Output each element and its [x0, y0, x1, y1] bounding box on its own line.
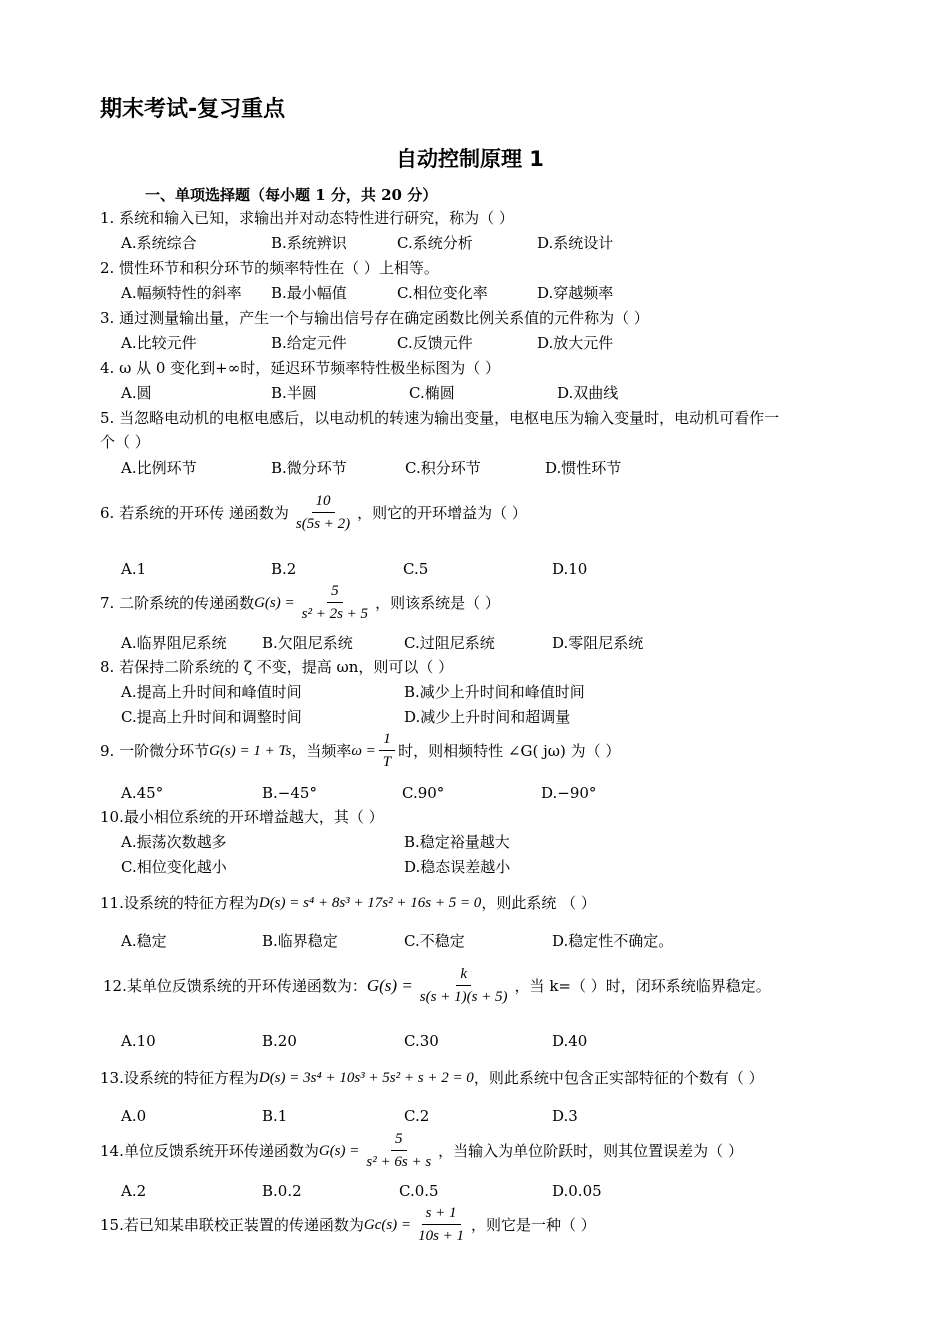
q1-option-c: C.系统分析 [397, 234, 473, 252]
q6-numerator: 10 [312, 492, 335, 513]
section-heading: 一、单项选择题（每小题 1 分，共 20 分） [145, 186, 438, 204]
q9-text-mid: ，当频率 [291, 741, 352, 760]
question-15 [100, 1204, 596, 1245]
q12-option-d: D.40 [552, 1032, 588, 1050]
q4-option-a: A.圆 [121, 384, 152, 402]
q1-option-b: B.系统辨识 [271, 234, 347, 252]
q5-option-c: C.积分环节 [405, 459, 481, 477]
q7-option-a: A.临界阻尼系统 [121, 634, 227, 652]
q14-option-d: D.0.05 [552, 1182, 602, 1200]
question-2: 2. 惯性环节和积分环节的频率特性在（ ）上相等。 [100, 259, 439, 277]
question-9 [100, 730, 620, 771]
q10-option-d: D.稳态误差越小 [404, 858, 511, 876]
q9-option-a: A.45° [121, 784, 164, 802]
q9-numerator: 1 [379, 730, 395, 751]
q13-option-d: D.3 [552, 1107, 578, 1125]
q9-frequency-fraction [379, 730, 395, 771]
q6-transfer-function [292, 492, 354, 533]
q12-option-c: C.30 [404, 1032, 439, 1050]
question-14 [100, 1130, 743, 1171]
q8-option-b: B.减少上升时间和峰值时间 [404, 683, 585, 701]
q11-option-a: A.稳定 [121, 932, 167, 950]
document-subtitle: 自动控制原理 1 [396, 147, 544, 171]
q11-text-pre: 11.设系统的特征方程为 [100, 894, 259, 912]
question-1: 1. 系统和输入已知，求输出并对动态特性进行研究，称为（ ） [100, 209, 514, 227]
q11-characteristic-equation: D(s) = s⁴ + 8s³ + 17s² + 16s + 5 = 0 [258, 895, 482, 911]
q13-option-a: A.0 [121, 1107, 147, 1125]
q9-denominator: T [382, 754, 392, 770]
question-3: 3. 通过测量输出量，产生一个与输出信号存在确定函数比例关系值的元件称为（ ） [100, 309, 649, 327]
q7-text-post: ，则该系统是（ ） [375, 593, 500, 612]
q8-option-c: C.提高上升时间和调整时间 [121, 708, 302, 726]
q10-option-c: C.相位变化越小 [121, 858, 227, 876]
q12-option-b: B.20 [262, 1032, 297, 1050]
question-11 [100, 892, 596, 913]
q9-text-pre: 9. 一阶微分环节 [100, 741, 210, 760]
q14-option-a: A.2 [121, 1182, 147, 1200]
q6-text-post: ，则它的开环增益为（ ） [357, 503, 527, 522]
q2-option-a: A.幅频特性的斜率 [121, 284, 242, 302]
q7-lhs: G(s) = [254, 594, 295, 611]
question-4: 4. ω 从 0 变化到+∞时，延迟环节频率特性极坐标图为（ ） [100, 359, 500, 377]
q2-option-c: C.相位变化率 [397, 284, 488, 302]
q7-option-d: D.零阻尼系统 [552, 634, 644, 652]
q7-option-c: C.过阻尼系统 [404, 634, 495, 652]
question-12 [103, 965, 771, 1006]
q4-option-c: C.椭圆 [409, 384, 455, 402]
q14-denominator: s² + 6s + s [366, 1154, 432, 1170]
q6-option-c: C.5 [403, 560, 429, 578]
q10-option-a: A.振荡次数越多 [121, 833, 227, 851]
question-6 [100, 492, 527, 533]
q2-option-b: B.最小幅值 [271, 284, 347, 302]
q9-lhs: ω = [351, 742, 376, 759]
q6-option-d: D.10 [552, 560, 588, 578]
q11-text-post: ，则此系统 （ ） [481, 894, 596, 912]
q9-text-post: 时，则相频特性 ∠G( jω) 为（ ） [398, 741, 621, 760]
q14-option-b: B.0.2 [262, 1182, 302, 1200]
q12-denominator: s(s + 1)(s + 5) [419, 989, 508, 1005]
q14-text-pre: 14.单位反馈系统开环传递函数为 [100, 1141, 319, 1160]
q14-text-post: ，当输入为单位阶跃时，则其位置误差为（ ） [438, 1141, 743, 1160]
q12-numerator: k [456, 965, 471, 986]
q11-option-c: C.不稳定 [404, 932, 465, 950]
q9-option-d: D.−90° [541, 784, 597, 802]
q11-option-b: B.临界稳定 [262, 932, 338, 950]
q1-option-d: D.系统设计 [537, 234, 614, 252]
q1-option-a: A.系统综合 [121, 234, 197, 252]
q3-option-c: C.反馈元件 [397, 334, 473, 352]
q12-transfer-function [416, 965, 512, 1006]
q14-option-c: C.0.5 [399, 1182, 439, 1200]
q13-characteristic-equation: D(s) = 3s⁴ + 10s³ + 5s² + s + 2 = 0 [258, 1070, 474, 1086]
q9-expression: G(s) = 1 + Ts [209, 742, 292, 759]
q9-option-b: B.−45° [262, 784, 317, 802]
q13-option-b: B.1 [262, 1107, 288, 1125]
q9-option-c: C.90° [402, 784, 445, 802]
q6-text-pre: 6. 若系统的开环传 递函数为 [100, 503, 289, 522]
q12-text-post: ，当 k=（ ）时，闭环系统临界稳定。 [514, 976, 771, 995]
q6-denominator: s(5s + 2) [295, 516, 351, 532]
q15-text-post: ，则它是一种（ ） [471, 1215, 596, 1234]
q12-lhs: G(s) = [366, 975, 413, 995]
q6-option-a: A.1 [121, 560, 147, 578]
question-5-line-2: 个（ ） [100, 433, 150, 451]
q12-text-pre: 12.某单位反馈系统的开环传递函数为： [103, 976, 367, 995]
q7-text-pre: 7. 二阶系统的传递函数 [100, 593, 255, 612]
q5-option-b: B.微分环节 [271, 459, 347, 477]
q10-option-b: B.稳定裕量越大 [404, 833, 510, 851]
q13-option-c: C.2 [404, 1107, 430, 1125]
question-5-line-1: 5. 当忽略电动机的电枢电感后，以电动机的转速为输出变量，电枢电压为输入变量时，电动机可看作一 [100, 409, 780, 427]
question-13 [100, 1067, 764, 1088]
q14-lhs: G(s) = [318, 1142, 360, 1159]
question-8: 8. 若保持二阶系统的 ζ 不变，提高 ωn，则可以（ ） [100, 658, 454, 676]
q15-transfer-function [414, 1204, 468, 1245]
q5-option-a: A.比例环节 [121, 459, 197, 477]
q15-numerator: s + 1 [422, 1204, 461, 1225]
q8-option-a: A.提高上升时间和峰值时间 [121, 683, 302, 701]
q3-option-d: D.放大元件 [537, 334, 614, 352]
q7-denominator: s² + 2s + 5 [301, 606, 369, 622]
q14-transfer-function [362, 1130, 435, 1171]
q13-text-pre: 13.设系统的特征方程为 [100, 1069, 259, 1087]
q15-text-pre: 15.若已知某串联校正装置的传递函数为 [100, 1215, 364, 1234]
q15-denominator: 10s + 1 [418, 1228, 465, 1244]
q7-numerator: 5 [327, 582, 343, 603]
question-7 [100, 582, 500, 623]
q8-option-d: D.减少上升时间和超调量 [404, 708, 571, 726]
q2-option-d: D.穿越频率 [537, 284, 614, 302]
page-title: 期末考试-复习重点 [100, 97, 286, 122]
q6-option-b: B.2 [271, 560, 297, 578]
q3-option-a: A.比较元件 [121, 334, 197, 352]
q13-text-post: ，则此系统中包含正实部特征的个数有（ ） [473, 1069, 764, 1087]
q7-transfer-function [298, 582, 372, 623]
q7-option-b: B.欠阻尼系统 [262, 634, 353, 652]
question-10: 10.最小相位系统的开环增益越大，其（ ） [100, 808, 384, 826]
q14-numerator: 5 [391, 1130, 407, 1151]
q3-option-b: B.给定元件 [271, 334, 347, 352]
q11-option-d: D.稳定性不确定。 [552, 932, 674, 950]
q12-option-a: A.10 [121, 1032, 156, 1050]
q15-lhs: Gc(s) = [363, 1216, 412, 1233]
q4-option-d: D.双曲线 [557, 384, 619, 402]
q4-option-b: B.半圆 [271, 384, 317, 402]
q5-option-d: D.惯性环节 [545, 459, 622, 477]
